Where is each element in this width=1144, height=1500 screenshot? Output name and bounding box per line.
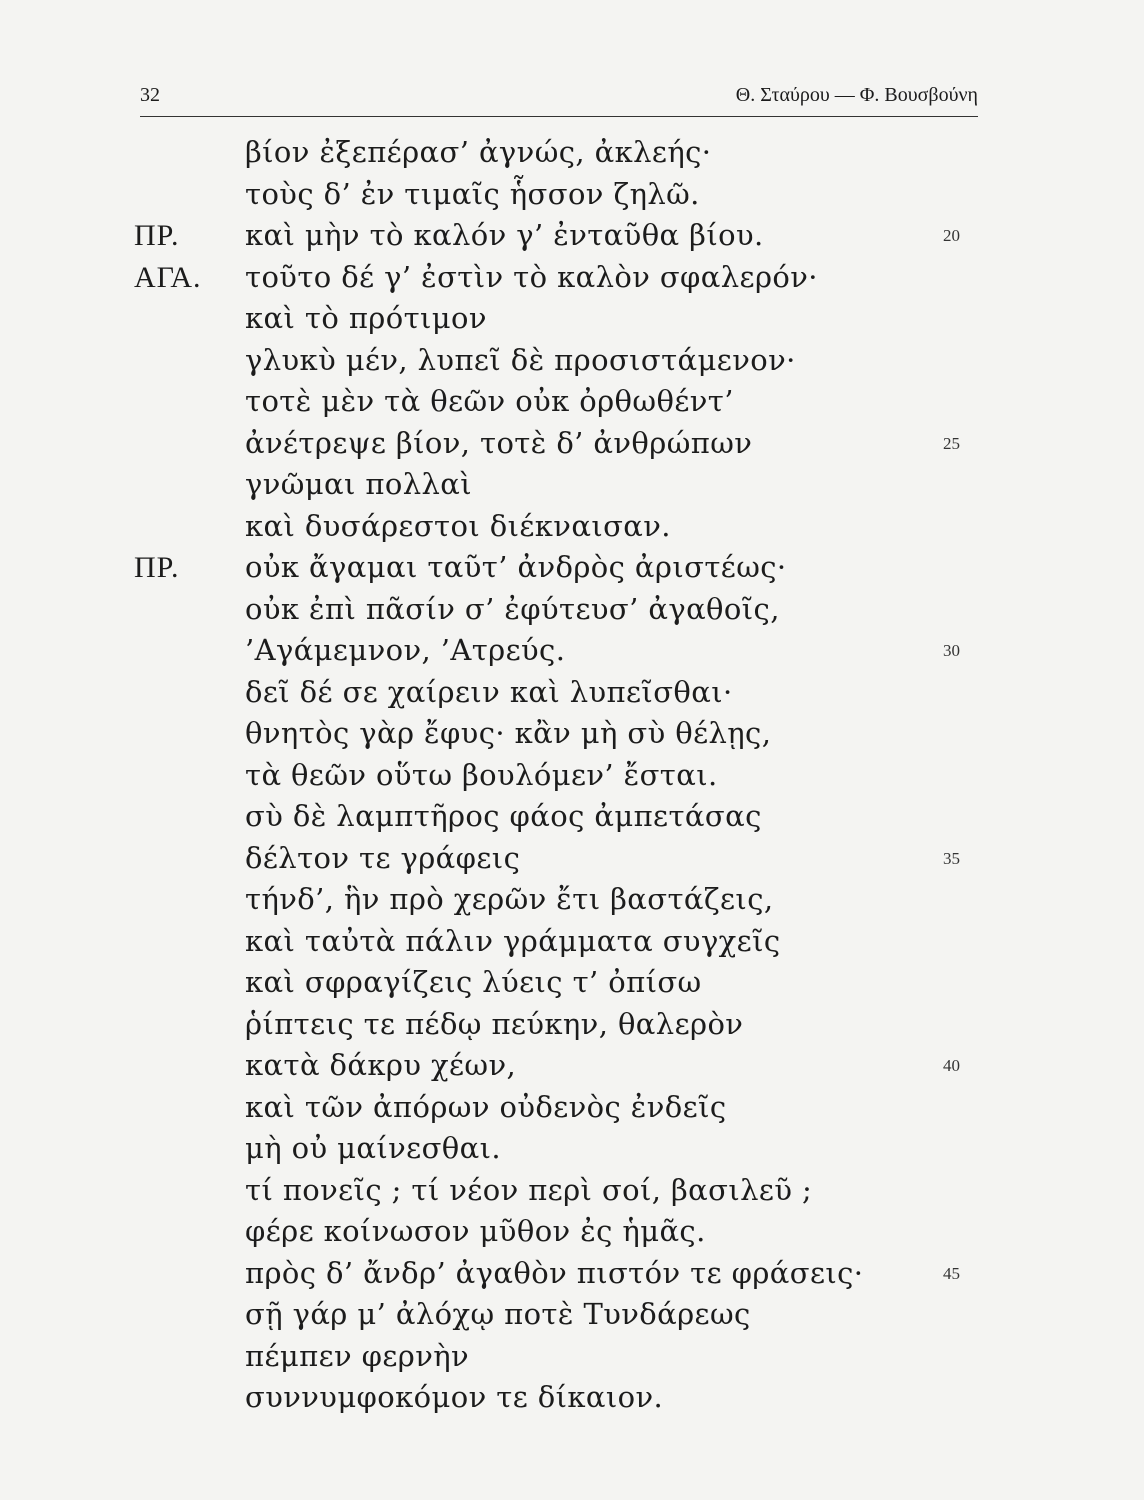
verse-line-text: καὶ τῶν ἀπόρων οὐδενὸς ἐνδεῖς [245, 1089, 727, 1124]
verse-line-text: σὺ δὲ λαμπτῆρος φάος ἀμπετάσας [245, 799, 762, 833]
verse-line [0, 423, 1144, 465]
verse-line-text: πρὸς δ’ ἄνδρ’ ἀγαθὸν πιστόν τε φράσεις· [245, 1255, 864, 1290]
verse-line [0, 257, 1144, 299]
verse-line-text: ’Αγάμεμνον, ’Ατρεύς. [245, 633, 566, 667]
verse-line [0, 1170, 1144, 1212]
verse-line [0, 1087, 1144, 1129]
verse-line [0, 340, 1144, 382]
verse-line [0, 132, 1144, 174]
running-head: Θ. Σταύρου — Φ. Βουσβούνη [735, 84, 978, 106]
verse-line-text: μὴ οὐ μαίνεσθαι. [245, 1131, 502, 1165]
verse-line-text: βίον ἐξεπέρασ’ ἀγνώς, ἀκλεής· [245, 135, 712, 169]
verse-line [0, 1336, 1144, 1378]
line-number: 35 [943, 848, 960, 868]
verse-line [0, 381, 1144, 423]
verse-line-text: τί πονεῖς ; τί νέον περὶ σοί, βασιλεῦ ; [245, 1172, 813, 1207]
verse-line [0, 464, 1144, 506]
verse-line [0, 796, 1144, 838]
verse-line-text: τοὺς δ’ ἐν τιμαῖς ἧσσον ζηλῶ. [245, 176, 700, 211]
verse-line-text: καὶ σφραγίζεις λύεις τ’ ὀπίσω [245, 965, 702, 999]
verse-line [0, 962, 1144, 1004]
verse-line [0, 1004, 1144, 1046]
verse-line [0, 506, 1144, 548]
page-header [140, 80, 978, 117]
verse-line [0, 174, 1144, 216]
verse-line [0, 1253, 1144, 1295]
verse-line [0, 755, 1144, 797]
line-number: 45 [943, 1263, 960, 1283]
verse-line [0, 921, 1144, 963]
line-number: 25 [943, 433, 960, 453]
verse-line-text: συννυμφοκόμον τε δίκαιον. [245, 1380, 664, 1414]
verse-line-text: θνητὸς γὰρ ἔφυς· κἂν μὴ σὺ θέλῃς, [245, 716, 772, 750]
verse-line [0, 1377, 1144, 1419]
verse-line [0, 298, 1144, 340]
verse-line-text: τοῦτο δέ γ’ ἐστὶν τὸ καλὸν σφαλερόν· [245, 259, 818, 294]
verse-line [0, 713, 1144, 755]
verse-text [0, 132, 1144, 1419]
verse-line [0, 879, 1144, 921]
line-number: 30 [943, 641, 960, 660]
speaker-label: ΠΡ. [134, 551, 180, 584]
verse-line-text: οὐκ ἄγαμαι ταῦτ’ ἀνδρὸς ἀριστέως· [245, 550, 787, 584]
verse-line [0, 1294, 1144, 1336]
speaker-label: ΠΡ. [134, 219, 180, 252]
verse-line-text: κατὰ δάκρυ χέων, [245, 1048, 517, 1082]
verse-line-text: δεῖ δέ σε χαίρειν καὶ λυπεῖσθαι· [245, 674, 733, 709]
line-number: 20 [943, 226, 960, 245]
verse-line [0, 672, 1144, 714]
verse-line-text: καὶ δυσάρεστοι διέκναισαν. [245, 508, 671, 543]
verse-line-text: καὶ ταὐτὰ πάλιν γράμματα συγχεῖς [245, 923, 781, 958]
page-number: 32 [140, 84, 160, 106]
verse-line [0, 838, 1144, 880]
verse-line [0, 1045, 1144, 1087]
verse-line [0, 547, 1144, 589]
verse-line-text: δέλτον τε γράφεις [245, 840, 521, 875]
verse-line-text: οὐκ ἐπὶ πᾶσίν σ’ ἐφύτευσ’ ἀγαθοῖς, [245, 591, 780, 626]
verse-line [0, 589, 1144, 631]
speaker-label: ΑΓΑ. [134, 260, 202, 294]
verse-line-text: καὶ μὴν τὸ καλόν γ’ ἐνταῦθα βίου. [245, 218, 764, 252]
verse-line-text: σῇ γάρ μ’ ἀλόχῳ ποτὲ Τυνδάρεως [245, 1297, 751, 1331]
verse-line [0, 1211, 1144, 1253]
line-number: 40 [943, 1056, 960, 1075]
verse-line [0, 215, 1144, 257]
verse-line-text: τὰ θεῶν οὕτω βουλόμεν’ ἔσται. [245, 757, 718, 792]
verse-line-text: ῥίπτεις τε πέδῳ πεύκην, θαλερὸν [245, 1006, 744, 1041]
verse-line-text: γλυκὺ μέν, λυπεῖ δὲ προσιστάμενον· [245, 342, 796, 377]
verse-line-text: καὶ τὸ πρότιμον [245, 301, 487, 335]
verse-line-text: γνῶμαι πολλαὶ [245, 467, 473, 501]
verse-line [0, 1128, 1144, 1170]
verse-line-text: φέρε κοίνωσον μῦθον ἐς ἡμᾶς. [245, 1214, 706, 1248]
verse-line-text: ἀνέτρεψε βίον, τοτὲ δ’ ἀνθρώπων [245, 425, 753, 460]
verse-line-text: πέμπεν φερνὴν [245, 1338, 470, 1373]
verse-line [0, 630, 1144, 672]
verse-line-text: τοτὲ μὲν τὰ θεῶν οὐκ ὀρθωθέντ’ [245, 384, 734, 418]
verse-line-text: τήνδ’, ἣν πρὸ χερῶν ἔτι βαστάζεις, [245, 882, 774, 916]
